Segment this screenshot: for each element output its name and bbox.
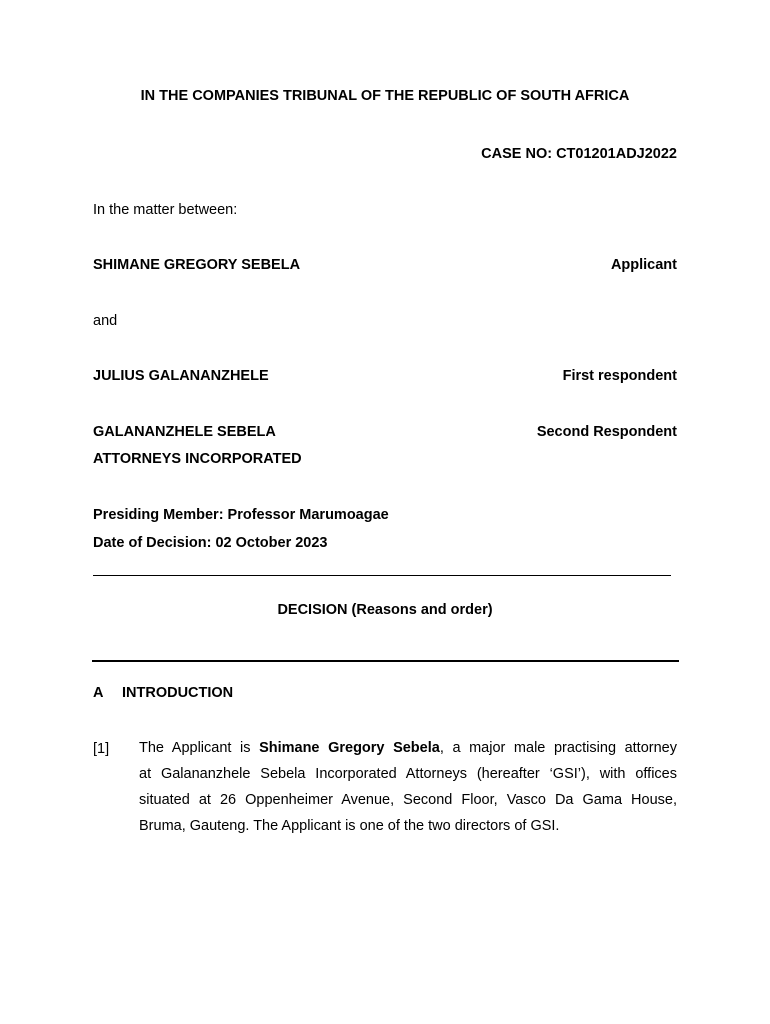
first-respondent-role: First respondent [562, 368, 677, 384]
section-letter: A [93, 685, 104, 701]
decision-heading: DECISION (Reasons and order) [277, 602, 493, 618]
second-respondent-name-line1: GALANANZHELE SEBELA [93, 424, 276, 440]
section-title: INTRODUCTION [122, 685, 234, 701]
tribunal-heading: IN THE COMPANIES TRIBUNAL OF THE REPUBLIC OF SOUTH AFRICA [140, 88, 630, 104]
first-respondent-name: JULIUS GALANANZHELE [93, 368, 269, 384]
and-text: and [93, 313, 118, 329]
second-respondent-role: Second Respondent [536, 424, 677, 440]
applicant-role: Applicant [610, 257, 677, 273]
paragraph-number: [1] [93, 741, 110, 757]
paragraph-body [139, 735, 677, 839]
applicant-name: SHIMANE GREGORY SEBELA [93, 257, 301, 273]
second-respondent-name-line2: ATTORNEYS INCORPORATED [93, 451, 302, 467]
case-number: CASE NO: CT01201ADJ2022 [481, 146, 677, 162]
paragraph-line-1 [139, 735, 677, 761]
divider-line [93, 575, 671, 576]
decision-date: Date of Decision: 02 October 2023 [93, 535, 328, 551]
paragraph-line-1-pre: The Applicant is [139, 740, 260, 756]
matter-intro: In the matter between: [93, 202, 238, 218]
paragraph-line-3: situated at 26 Oppenheimer Avenue, Second Floor, Vasco Da Gama House, [139, 792, 677, 808]
section-divider [92, 660, 679, 662]
paragraph-line-2: at Galananzhele Sebela Incorporated Attorneys (hereafter ‘GSI’), with offices [139, 766, 677, 782]
paragraph-line-4: Bruma, Gauteng. The Applicant is one of the two directors of GSI. [139, 818, 560, 834]
paragraph-line-1-post: , a major male practising attorney [439, 740, 677, 756]
applicant-name-inline: Shimane Gregory Sebela [259, 740, 440, 756]
presiding-member: Presiding Member: Professor Marumoagae [93, 507, 389, 523]
